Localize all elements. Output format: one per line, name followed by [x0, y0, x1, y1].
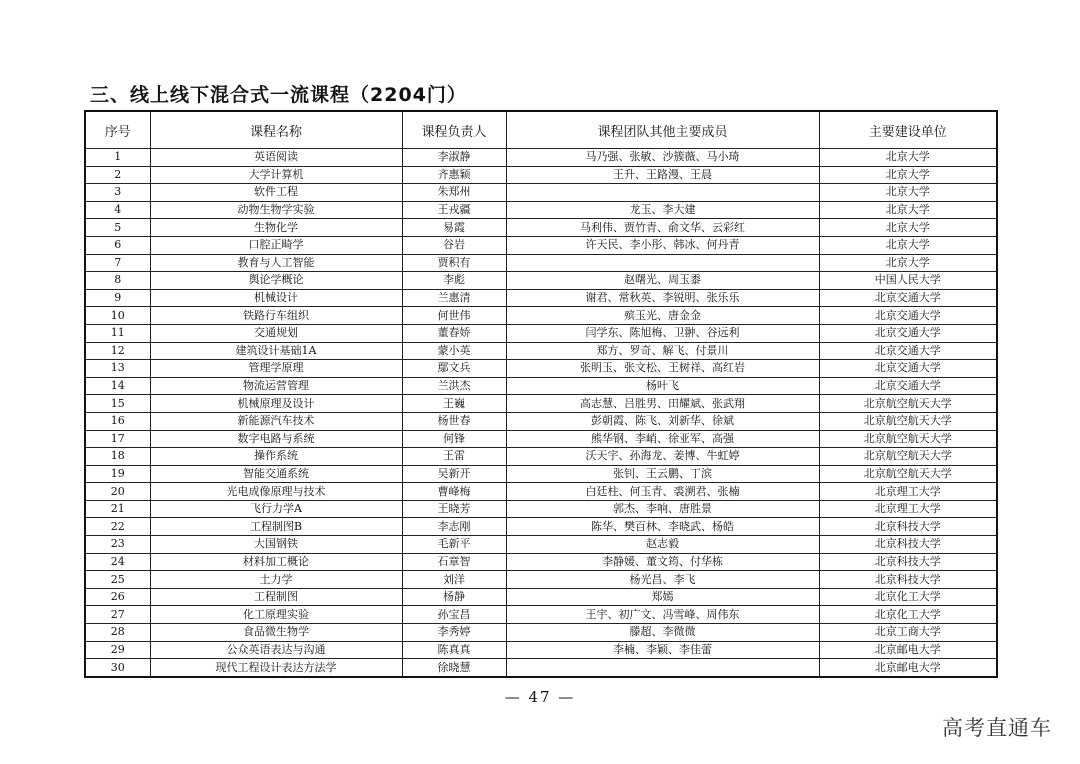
table-row: [85, 307, 997, 325]
cell-institution: 北京航空航天大学: [819, 430, 997, 448]
cell-lead: 刘洋: [402, 571, 506, 589]
cell-index: 29: [85, 641, 150, 659]
cell-lead: 曹峰梅: [402, 483, 506, 501]
cell-team: 赵志毅: [506, 536, 819, 554]
cell-lead: 陈真真: [402, 641, 506, 659]
cell-lead: 孙宝昌: [402, 606, 506, 624]
cell-institution: 北京大学: [819, 149, 997, 167]
cell-index: 7: [85, 254, 150, 272]
cell-course-name: 教育与人工智能: [150, 254, 402, 272]
cell-institution: 北京大学: [819, 184, 997, 202]
cell-course-name: 飞行力学A: [150, 500, 402, 518]
section-heading: 三、线上线下混合式一流课程（2204门）: [90, 84, 467, 106]
cell-lead: 杨静: [402, 588, 506, 606]
cell-institution: 北京交通大学: [819, 342, 997, 360]
cell-institution: 北京理工大学: [819, 500, 997, 518]
table-row: [85, 571, 997, 589]
page-number: — 47 —: [504, 688, 576, 706]
course-table: [84, 110, 998, 678]
cell-team: 陈华、樊百林、李晓武、杨皓: [506, 518, 819, 536]
cell-institution: 北京大学: [819, 201, 997, 219]
cell-lead: 何锋: [402, 430, 506, 448]
cell-lead: 杨世春: [402, 412, 506, 430]
cell-team: 郑方、罗奇、解飞、付景川: [506, 342, 819, 360]
cell-team: 李楠、李颖、李佳蕾: [506, 641, 819, 659]
cell-lead: 易霞: [402, 219, 506, 237]
table-body: [85, 149, 997, 677]
table-row: [85, 553, 997, 571]
cell-index: 20: [85, 483, 150, 501]
cell-course-name: 化工原理实验: [150, 606, 402, 624]
cell-lead: 毛新平: [402, 536, 506, 554]
cell-team: 杨光昌、李飞: [506, 571, 819, 589]
cell-course-name: 机械设计: [150, 289, 402, 307]
cell-index: 6: [85, 236, 150, 254]
cell-institution: 北京科技大学: [819, 553, 997, 571]
cell-team: 王宇、初广文、冯雪峰、周伟东: [506, 606, 819, 624]
cell-institution: 北京航空航天大学: [819, 465, 997, 483]
table-row: [85, 588, 997, 606]
cell-institution: 北京大学: [819, 254, 997, 272]
cell-index: 13: [85, 360, 150, 378]
cell-index: 21: [85, 500, 150, 518]
table-row: [85, 641, 997, 659]
cell-institution: 北京化工大学: [819, 588, 997, 606]
cell-team: 马利伟、贾竹青、俞文华、云彩红: [506, 219, 819, 237]
cell-index: 9: [85, 289, 150, 307]
table-row: [85, 500, 997, 518]
cell-lead: 王雷: [402, 448, 506, 466]
cell-team: 殡玉光、唐金金: [506, 307, 819, 325]
cell-institution: 北京交通大学: [819, 377, 997, 395]
cell-course-name: 舆论学概论: [150, 272, 402, 290]
cell-index: 27: [85, 606, 150, 624]
cell-index: 3: [85, 184, 150, 202]
table-header: [85, 111, 997, 149]
cell-index: 18: [85, 448, 150, 466]
table-row: [85, 448, 997, 466]
cell-index: 12: [85, 342, 150, 360]
cell-lead: 王晓芳: [402, 500, 506, 518]
table-row: [85, 201, 997, 219]
cell-course-name: 建筑设计基础1A: [150, 342, 402, 360]
cell-team: 王升、王路漫、王晨: [506, 166, 819, 184]
cell-institution: 北京大学: [819, 236, 997, 254]
cell-lead: 贾积有: [402, 254, 506, 272]
cell-team: 郭杰、李响、唐胜景: [506, 500, 819, 518]
cell-index: 11: [85, 324, 150, 342]
cell-index: 26: [85, 588, 150, 606]
cell-lead: 李淑静: [402, 149, 506, 167]
cell-lead: 兰洪杰: [402, 377, 506, 395]
cell-course-name: 食品微生物学: [150, 624, 402, 642]
cell-team: [506, 184, 819, 202]
table-row: [85, 342, 997, 360]
cell-team: 张钊、王云鹏、丁滨: [506, 465, 819, 483]
cell-institution: 北京航空航天大学: [819, 448, 997, 466]
table-row: [85, 166, 997, 184]
cell-team: 闫学东、陈旭梅、卫翀、谷远利: [506, 324, 819, 342]
cell-team: 李静媛、董文筠、付华栋: [506, 553, 819, 571]
cell-course-name: 大国钢铁: [150, 536, 402, 554]
cell-course-name: 现代工程设计表达方法学: [150, 659, 402, 677]
cell-index: 5: [85, 219, 150, 237]
table-row: [85, 659, 997, 677]
cell-institution: 北京科技大学: [819, 571, 997, 589]
table-row: [85, 606, 997, 624]
watermark-text: 高考直通车: [942, 716, 1052, 740]
cell-lead: 王戎疆: [402, 201, 506, 219]
cell-course-name: 动物生物学实验: [150, 201, 402, 219]
table-row: [85, 184, 997, 202]
cell-institution: 中国人民大学: [819, 272, 997, 290]
cell-lead: 何世伟: [402, 307, 506, 325]
cell-team: 许天民、李小彤、韩冰、何丹青: [506, 236, 819, 254]
cell-course-name: 操作系统: [150, 448, 402, 466]
cell-institution: 北京航空航天大学: [819, 412, 997, 430]
table-row: [85, 289, 997, 307]
cell-index: 17: [85, 430, 150, 448]
cell-index: 1: [85, 149, 150, 167]
cell-index: 15: [85, 395, 150, 413]
cell-course-name: 物流运营管理: [150, 377, 402, 395]
cell-institution: 北京交通大学: [819, 360, 997, 378]
cell-course-name: 口腔正畸学: [150, 236, 402, 254]
cell-lead: 吴新开: [402, 465, 506, 483]
cell-index: 16: [85, 412, 150, 430]
cell-index: 30: [85, 659, 150, 677]
table-row: [85, 377, 997, 395]
cell-index: 28: [85, 624, 150, 642]
cell-index: 24: [85, 553, 150, 571]
cell-lead: 李志刚: [402, 518, 506, 536]
cell-institution: 北京大学: [819, 219, 997, 237]
table-row: [85, 465, 997, 483]
table-row: [85, 624, 997, 642]
cell-institution: 北京邮电大学: [819, 659, 997, 677]
table-row: [85, 149, 997, 167]
cell-course-name: 生物化学: [150, 219, 402, 237]
table-row: [85, 518, 997, 536]
header-institution: 主要建设单位: [819, 111, 997, 149]
cell-lead: 兰惠清: [402, 289, 506, 307]
cell-course-name: 铁路行车组织: [150, 307, 402, 325]
cell-institution: 北京理工大学: [819, 483, 997, 501]
header-row: [85, 111, 997, 149]
cell-institution: 北京科技大学: [819, 536, 997, 554]
cell-course-name: 数字电路与系统: [150, 430, 402, 448]
header-index: 序号: [85, 111, 150, 149]
table-row: [85, 219, 997, 237]
cell-index: 8: [85, 272, 150, 290]
cell-team: 滕超、李微微: [506, 624, 819, 642]
cell-course-name: 材料加工概论: [150, 553, 402, 571]
cell-team: 杨叶飞: [506, 377, 819, 395]
cell-institution: 北京航空航天大学: [819, 395, 997, 413]
cell-institution: 北京交通大学: [819, 324, 997, 342]
cell-lead: 李彪: [402, 272, 506, 290]
cell-institution: 北京交通大学: [819, 289, 997, 307]
table-row: [85, 412, 997, 430]
cell-team: 彭朝霞、陈飞、刘新华、徐斌: [506, 412, 819, 430]
table-row: [85, 254, 997, 272]
cell-course-name: 土力学: [150, 571, 402, 589]
cell-lead: 李秀婷: [402, 624, 506, 642]
cell-index: 19: [85, 465, 150, 483]
cell-course-name: 光电成像原理与技术: [150, 483, 402, 501]
cell-team: 沃天宇、孙海龙、姜博、牛虹婷: [506, 448, 819, 466]
cell-index: 22: [85, 518, 150, 536]
cell-team: 龙玉、李大建: [506, 201, 819, 219]
cell-index: 23: [85, 536, 150, 554]
cell-course-name: 公众英语表达与沟通: [150, 641, 402, 659]
cell-lead: 齐惠颖: [402, 166, 506, 184]
cell-lead: 董春娇: [402, 324, 506, 342]
cell-lead: 朱郑州: [402, 184, 506, 202]
cell-course-name: 管理学原理: [150, 360, 402, 378]
cell-index: 10: [85, 307, 150, 325]
table-row: [85, 395, 997, 413]
cell-course-name: 工程制图: [150, 588, 402, 606]
cell-course-name: 软件工程: [150, 184, 402, 202]
cell-team: 张明玉、张文松、王树祥、高红岩: [506, 360, 819, 378]
cell-institution: 北京大学: [819, 166, 997, 184]
cell-institution: 北京邮电大学: [819, 641, 997, 659]
table-row: [85, 483, 997, 501]
cell-team: 熊华钢、李峭、徐亚军、高强: [506, 430, 819, 448]
cell-institution: 北京化工大学: [819, 606, 997, 624]
cell-lead: 鄢文兵: [402, 360, 506, 378]
cell-team: 马乃强、张敏、沙簇薇、马小琦: [506, 149, 819, 167]
cell-index: 4: [85, 201, 150, 219]
cell-index: 25: [85, 571, 150, 589]
cell-course-name: 交通规划: [150, 324, 402, 342]
header-team: 课程团队其他主要成员: [506, 111, 819, 149]
cell-team: [506, 659, 819, 677]
cell-lead: 王巍: [402, 395, 506, 413]
cell-team: 郑嫣: [506, 588, 819, 606]
cell-team: 赵曙光、周玉黍: [506, 272, 819, 290]
cell-index: 2: [85, 166, 150, 184]
cell-lead: 石章智: [402, 553, 506, 571]
cell-course-name: 英语阅读: [150, 149, 402, 167]
cell-institution: 北京工商大学: [819, 624, 997, 642]
table-row: [85, 360, 997, 378]
cell-course-name: 智能交通系统: [150, 465, 402, 483]
table-row: [85, 272, 997, 290]
table-row: [85, 236, 997, 254]
table-row: [85, 430, 997, 448]
header-lead: 课程负责人: [402, 111, 506, 149]
table-row: [85, 324, 997, 342]
cell-course-name: 大学计算机: [150, 166, 402, 184]
cell-team: 谢君、常秋英、李锐明、张乐乐: [506, 289, 819, 307]
cell-course-name: 新能源汽车技术: [150, 412, 402, 430]
cell-course-name: 机械原理及设计: [150, 395, 402, 413]
cell-team: [506, 254, 819, 272]
table-row: [85, 536, 997, 554]
cell-institution: 北京科技大学: [819, 518, 997, 536]
cell-lead: 谷岩: [402, 236, 506, 254]
cell-lead: 徐晓慧: [402, 659, 506, 677]
header-course-name: 课程名称: [150, 111, 402, 149]
cell-lead: 蒙小英: [402, 342, 506, 360]
cell-institution: 北京交通大学: [819, 307, 997, 325]
cell-team: 高志慧、吕胜男、田耀斌、张武翔: [506, 395, 819, 413]
cell-index: 14: [85, 377, 150, 395]
cell-team: 白廷柱、何玉青、裘溯君、张楠: [506, 483, 819, 501]
cell-course-name: 工程制图B: [150, 518, 402, 536]
